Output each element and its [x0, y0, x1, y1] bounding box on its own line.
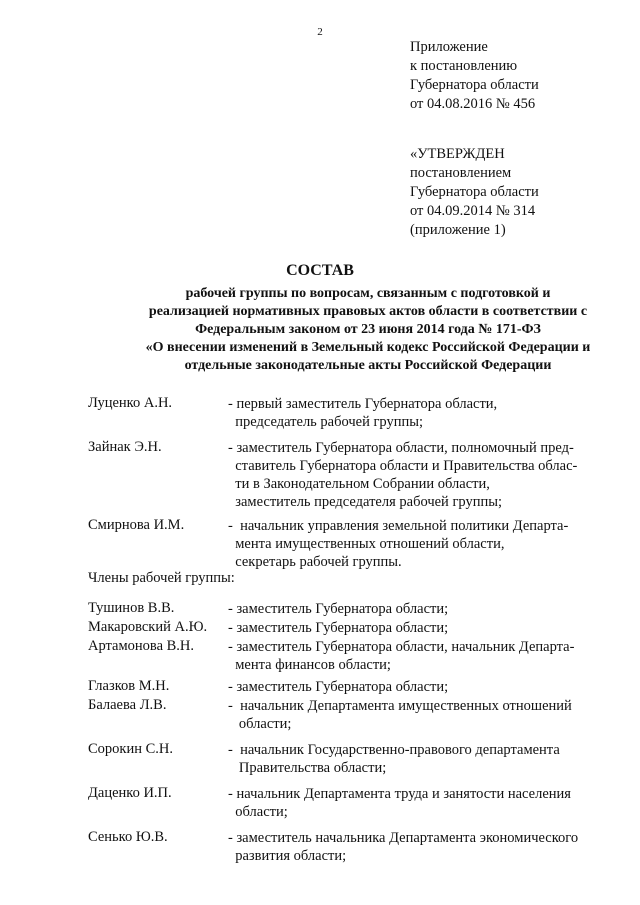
role-line: - начальник Государственно-правового департамента [228, 742, 560, 758]
person-role [228, 395, 608, 431]
role-line: развития области; [228, 848, 347, 864]
person-role [228, 697, 608, 733]
leadership-entry [88, 439, 608, 511]
leadership-entry [88, 517, 608, 571]
member-entry [88, 600, 608, 618]
role-line: Правительства области; [228, 760, 387, 776]
person-role [228, 785, 608, 821]
document-title: СОСТАВ [286, 262, 354, 279]
member-entry [88, 741, 608, 777]
leadership-entry [88, 395, 608, 431]
person-role [228, 517, 608, 571]
person-name: Тушинов В.В. [88, 600, 175, 616]
person-role [228, 619, 608, 637]
approved-line: Губернатора области [410, 184, 539, 200]
role-line: председатель рабочей группы; [228, 414, 424, 430]
person-name: Даценко И.П. [88, 785, 172, 801]
person-role [228, 600, 608, 618]
role-line: - заместитель Губернатора области; [228, 679, 449, 695]
document-subtitle [118, 285, 618, 375]
role-line: области; [228, 804, 288, 820]
person-name: Зайнак Э.Н. [88, 439, 162, 455]
person-role [228, 638, 608, 674]
subtitle-line: отдельные законодательные акты Российской Федерации [184, 358, 552, 373]
members-list [88, 600, 608, 865]
subtitle-line: «О внесении изменений в Земельный кодекс Российской Федерации и [145, 340, 591, 355]
role-line: мента финансов области; [228, 657, 391, 673]
approved-block [410, 145, 625, 240]
person-role [228, 829, 608, 865]
role-line: - заместитель Губернатора области, начальник Департа- [228, 639, 575, 655]
role-line: области; [228, 716, 292, 732]
person-name: Смирнова И.М. [88, 517, 185, 533]
person-name: Артамонова В.Н. [88, 638, 195, 654]
role-line: секретарь рабочей группы. [228, 554, 402, 570]
members-heading: Члены рабочей группы: [88, 570, 235, 586]
appendix-line: от 04.08.2016 № 456 [410, 96, 536, 112]
member-entry [88, 678, 608, 696]
appendix-line: Губернатора области [410, 77, 539, 93]
member-entry [88, 785, 608, 821]
page-number: 2 [317, 26, 323, 38]
role-line: ставитель Губернатора области и Правительства облас- [228, 458, 578, 474]
person-name: Луценко А.Н. [88, 395, 173, 411]
member-entry [88, 829, 608, 865]
role-line: - начальник Департамента труда и занятости населения [228, 786, 571, 802]
role-line: - начальник Департамента имущественных отношений [228, 698, 572, 714]
role-line: - начальник управления земельной политики Департа- [228, 518, 569, 534]
person-name: Сорокин С.Н. [88, 741, 174, 757]
person-role [228, 741, 608, 777]
member-entry [88, 638, 608, 674]
role-line: заместитель председателя рабочей группы; [228, 494, 502, 510]
person-name: Глазков М.Н. [88, 678, 170, 694]
appendix-block [410, 38, 625, 114]
subtitle-line: Федеральным законом от 23 июня 2014 года № 171-ФЗ [195, 322, 541, 337]
person-name: Макаровский А.Ю. [88, 619, 208, 635]
subtitle-line: реализацией нормативных правовых актов области в соответствии с [148, 304, 588, 319]
role-line: ти в Законодательном Собрании области, [228, 476, 490, 492]
role-line: - заместитель Губернатора области; [228, 601, 449, 617]
role-line: мента имущественных отношений области, [228, 536, 505, 552]
member-entry [88, 619, 608, 637]
approved-line: от 04.09.2014 № 314 [410, 203, 536, 219]
role-line: - первый заместитель Губернатора области, [228, 396, 498, 412]
person-role [228, 678, 608, 696]
member-entry [88, 697, 608, 733]
subtitle-line: рабочей группы по вопросам, связанным с подготовкой и [185, 286, 551, 301]
person-name: Сенько Ю.В. [88, 829, 168, 845]
role-line: - заместитель Губернатора области, полномочный пред- [228, 440, 574, 456]
approved-line: «УТВЕРЖДЕН [410, 146, 505, 162]
role-line: - заместитель начальника Департамента экономического [228, 830, 579, 846]
person-role [228, 439, 608, 511]
role-line: - заместитель Губернатора области; [228, 620, 449, 636]
approved-line: (приложение 1) [410, 222, 506, 238]
person-name: Балаева Л.В. [88, 697, 167, 713]
appendix-line: Приложение [410, 39, 488, 55]
appendix-line: к постановлению [410, 58, 518, 74]
leadership-list [88, 395, 608, 571]
approved-line: постановлением [410, 165, 512, 181]
